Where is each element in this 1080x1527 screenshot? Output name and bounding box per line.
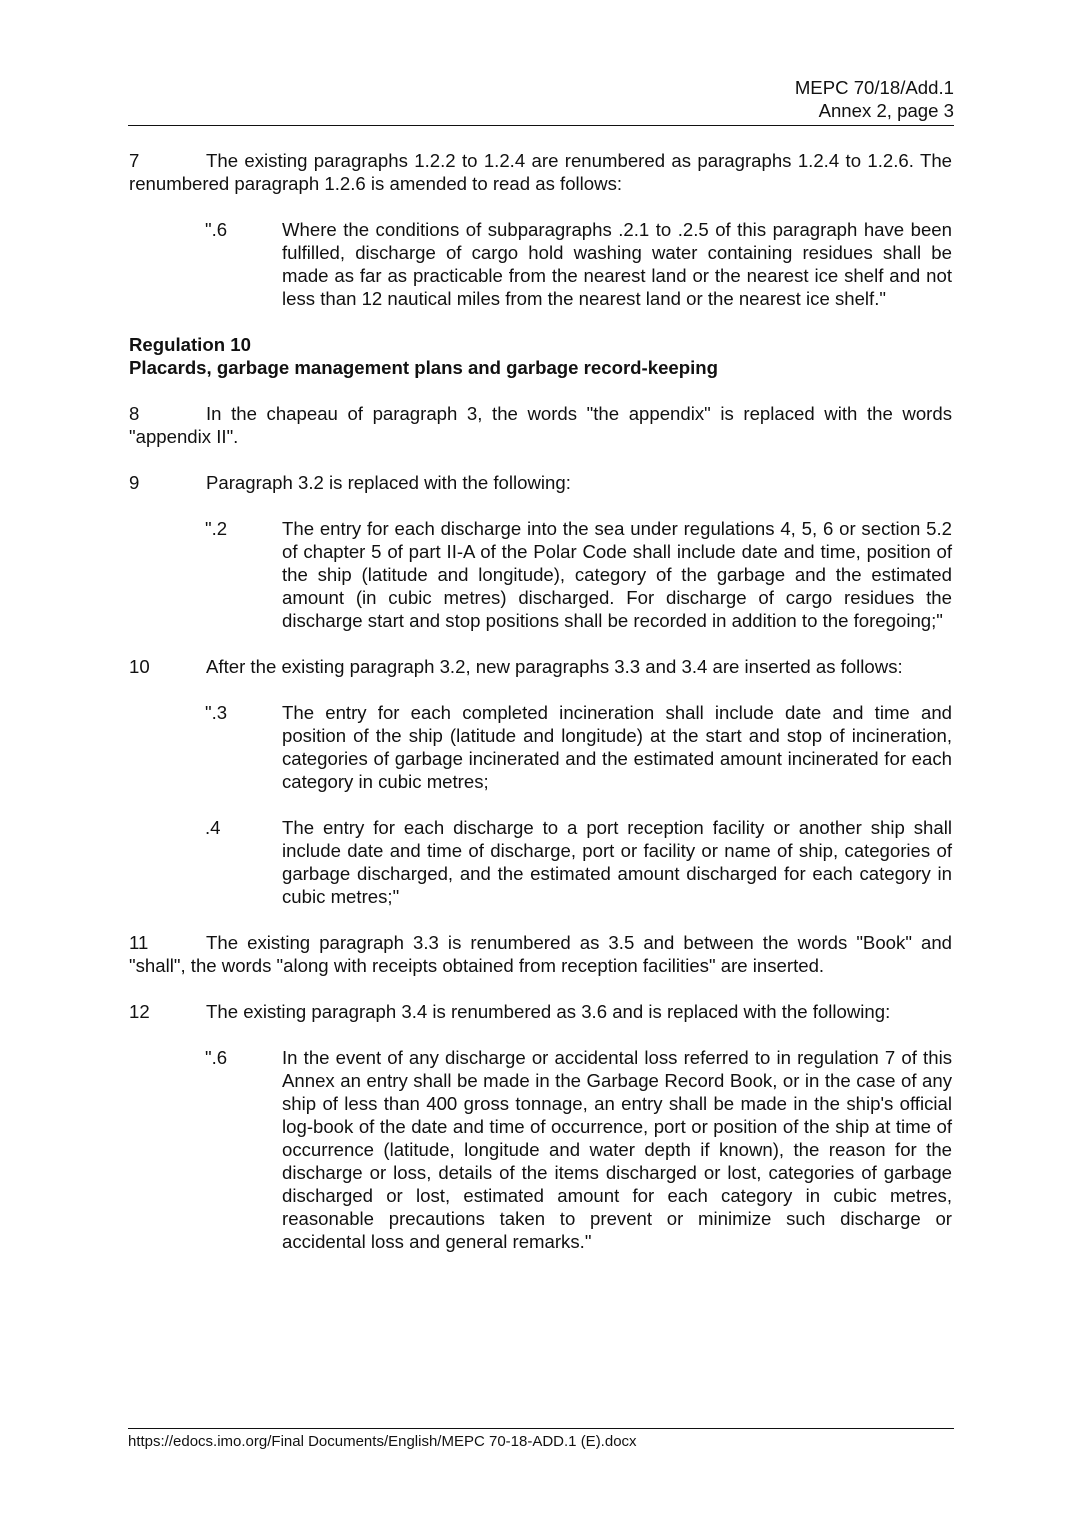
paragraph-text: The existing paragraph 3.4 is renumbered as 3.6 and is replaced with the following: [206, 1001, 891, 1022]
subparagraph-12-6 [129, 1046, 952, 1253]
page-header [128, 76, 954, 122]
document-symbol: MEPC 70/18/Add.1 [794, 77, 954, 98]
paragraph-11 [129, 931, 952, 977]
paragraph-10 [129, 655, 952, 678]
paragraph-number: 7 [129, 150, 140, 171]
document-body [129, 149, 952, 1276]
subparagraph-text: The entry for each completed incineration shall include date and time and position of the ship (latitude and longitude) at the start and stop of incineration, categories of garbage incinerated and the estimated amount incinerated for each category in cubic metres; [282, 702, 952, 792]
subparagraph-number: ".6 [205, 219, 228, 240]
paragraph-text: Paragraph 3.2 is replaced with the following: [206, 472, 571, 493]
footer-document-path: https://edocs.imo.org/Final Documents/English/MEPC 70-18-ADD.1 (E).docx [128, 1433, 637, 1450]
paragraph-8 [129, 402, 952, 448]
subparagraph-10-4 [129, 816, 952, 908]
subparagraph-7-6 [129, 218, 952, 310]
subparagraph-10-3 [129, 701, 952, 793]
regulation-title: Regulation 10 [129, 334, 251, 355]
subparagraph-text: In the event of any discharge or accidental loss referred to in regulation 7 of this Annex an entry shall be made in the Garbage Record Book, or in the case of any ship of less than 400 gross tonnage, an entry shall be made in the ship's official log-book of the date and time of occurrence, port or position of the ship at time of occurrence (latitude, longitude and water depth if known), the reason for the discharge or loss, details of the items discharged or lost, categories of garbage discharged or lost, estimated amount for each category in cubic metres, reasonable precautions taken to prevent or minimize such discharge or accidental loss and general remarks." [282, 1047, 952, 1252]
header-divider [128, 125, 954, 126]
paragraph-number: 8 [129, 403, 140, 424]
paragraph-text: After the existing paragraph 3.2, new paragraphs 3.3 and 3.4 are inserted as follows: [206, 656, 903, 677]
paragraph-7 [129, 149, 952, 195]
paragraph-text: The existing paragraphs 1.2.2 to 1.2.4 are renumbered as paragraphs 1.2.4 to 1.2.6. The renumbered paragraph 1.2.6 is amended to read as follows: [129, 150, 952, 194]
paragraph-number: 9 [129, 472, 140, 493]
subparagraph-number: ".6 [205, 1047, 228, 1068]
subparagraph-text: The entry for each discharge to a port reception facility or another ship shall include date and time of discharge, port or facility or name of ship, categories of garbage discharged, and the estimated amount discharged for each category in cubic metres;" [282, 817, 952, 907]
paragraph-number: 10 [129, 656, 150, 677]
paragraph-9 [129, 471, 952, 494]
paragraph-number: 12 [129, 1001, 150, 1022]
regulation-heading [129, 333, 952, 379]
paragraph-text: The existing paragraph 3.3 is renumbered as 3.5 and between the words "Book" and "shall", the words "along with receipts obtained from reception facilities" are inserted. [129, 932, 952, 976]
subparagraph-text: The entry for each discharge into the sea under regulations 4, 5, 6 or section 5.2 of chapter 5 of part II-A of the Polar Code shall include date and time, position of the ship (latitude and longitude), category of the garbage and the estimated amount (in cubic metres) discharged. For discharge of cargo residues the discharge start and stop positions shall be recorded in addition to the foregoing;" [282, 518, 952, 631]
paragraph-12 [129, 1000, 952, 1023]
subparagraph-number: .4 [205, 817, 221, 838]
page-reference: Annex 2, page 3 [818, 100, 954, 121]
subparagraph-9-2 [129, 517, 952, 632]
subparagraph-number: ".2 [205, 518, 228, 539]
paragraph-number: 11 [129, 932, 149, 953]
footer-divider [128, 1428, 954, 1429]
regulation-subtitle: Placards, garbage management plans and garbage record-keeping [129, 357, 718, 378]
subparagraph-number: ".3 [205, 702, 228, 723]
subparagraph-text: Where the conditions of subparagraphs .2.1 to .2.5 of this paragraph have been fulfilled, discharge of cargo hold washing water containing residues shall be made as far as practicable from the nearest land or the nearest ice shelf and not less than 12 nautical miles from the nearest land or the nearest ice shelf." [282, 219, 952, 309]
paragraph-text: In the chapeau of paragraph 3, the words "the appendix" is replaced with the words "appendix II". [129, 403, 952, 447]
